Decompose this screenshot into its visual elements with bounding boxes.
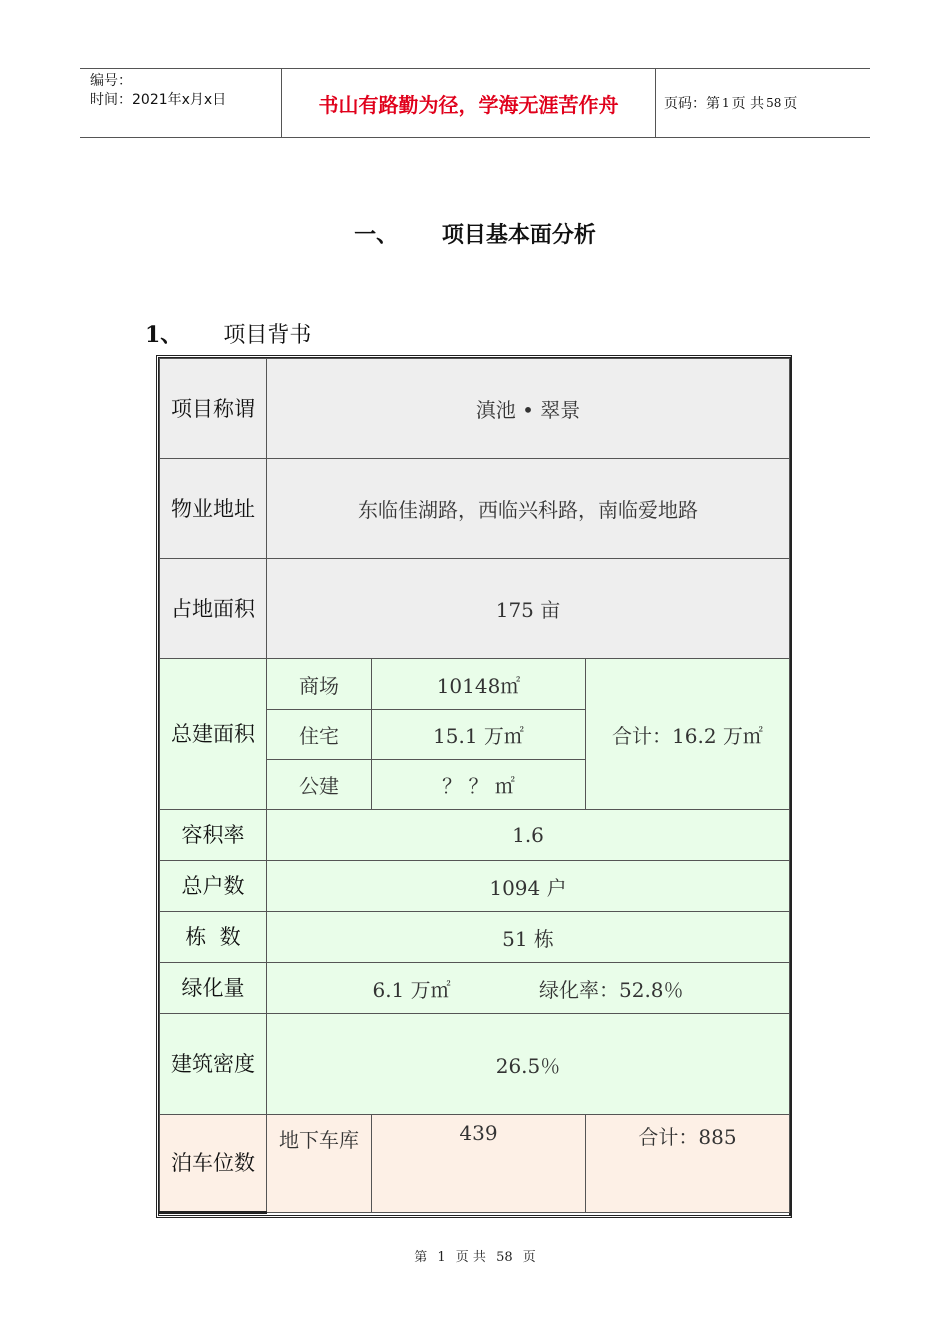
build-type-residential: 住宅 (267, 710, 372, 760)
project-name-value: 滇池 • 翠景 (267, 359, 790, 459)
table-row (160, 912, 790, 963)
footer-mid: 页 共 (455, 1250, 486, 1265)
section-number: 一、 (354, 223, 399, 248)
build-area-label: 总建面积 (160, 659, 267, 810)
table-row (160, 359, 790, 459)
greening-rate: 绿化率：52.8％ (539, 977, 684, 1002)
footer-page: 1 (437, 1250, 446, 1265)
build-value-residential: 15.1 万㎡ (372, 710, 586, 760)
footer-suffix: 页 (522, 1250, 536, 1265)
table-row (160, 559, 790, 659)
address-value: 东临佳湖路，西临兴科路，南临爱地路 (267, 459, 790, 559)
households-value: 1094 户 (267, 861, 790, 912)
document-number: 编号： (90, 73, 132, 89)
buildings-value: 51 栋 (267, 912, 790, 963)
header-page-info (664, 69, 797, 137)
land-area-label: 占地面积 (160, 559, 267, 659)
table-row (160, 659, 790, 710)
build-area-total: 合计：16.2 万㎡ (586, 659, 790, 810)
buildings-label: 栋 数 (160, 912, 267, 963)
build-type-mall: 商场 (267, 659, 372, 710)
build-value-mall: 10148㎡ (372, 659, 586, 710)
parking-value: 439 (372, 1115, 586, 1213)
greening-value: 6.1 万㎡ (372, 977, 451, 1002)
density-label: 建筑密度 (160, 1014, 267, 1115)
parking-type-text: 地下车库 (279, 1128, 359, 1152)
page-prefix: 页码：第 (664, 96, 720, 112)
page-mid: 页 共 (731, 96, 765, 112)
address-label: 物业地址 (160, 459, 267, 559)
footer-total: 58 (496, 1250, 513, 1265)
table-row (160, 963, 790, 1014)
table-row (160, 810, 790, 861)
households-label: 总户数 (160, 861, 267, 912)
table-row (160, 1014, 790, 1115)
header-meta (90, 72, 226, 110)
page-header (80, 68, 870, 138)
table-row (160, 459, 790, 559)
table-row (160, 1115, 790, 1213)
build-value-public: ？ ？ ㎡ (372, 760, 586, 810)
project-name-label: 项目称谓 (160, 359, 267, 459)
land-area-value: 175 亩 (267, 559, 790, 659)
page-number: 1 (722, 96, 730, 110)
parking-label: 泊车位数 (160, 1115, 267, 1213)
section-text: 项目基本面分析 (441, 223, 596, 248)
subsection-title (145, 318, 311, 349)
density-value: 26.5％ (267, 1014, 790, 1115)
table-row (160, 861, 790, 912)
document-time: 时间：2021年x月x日 (90, 92, 227, 108)
footer-prefix: 第 (414, 1250, 428, 1265)
section-title (0, 218, 950, 249)
far-value: 1.6 (267, 810, 790, 861)
subsection-number: 1、 (145, 322, 183, 348)
page-footer (0, 1246, 950, 1265)
project-info-table (159, 358, 790, 1214)
header-motto: 书山有路勤为径，学海无涯苦作舟 (281, 69, 656, 137)
build-type-public: 公建 (267, 760, 372, 810)
parking-total: 合计：885 (586, 1115, 790, 1213)
page-suffix: 页 (783, 96, 798, 112)
parking-type (267, 1115, 372, 1213)
far-label: 容积率 (160, 810, 267, 861)
page-total: 58 (766, 96, 782, 110)
greening-cell (267, 963, 790, 1014)
greening-label: 绿化量 (160, 963, 267, 1014)
subsection-text: 项目背书 (223, 323, 312, 348)
